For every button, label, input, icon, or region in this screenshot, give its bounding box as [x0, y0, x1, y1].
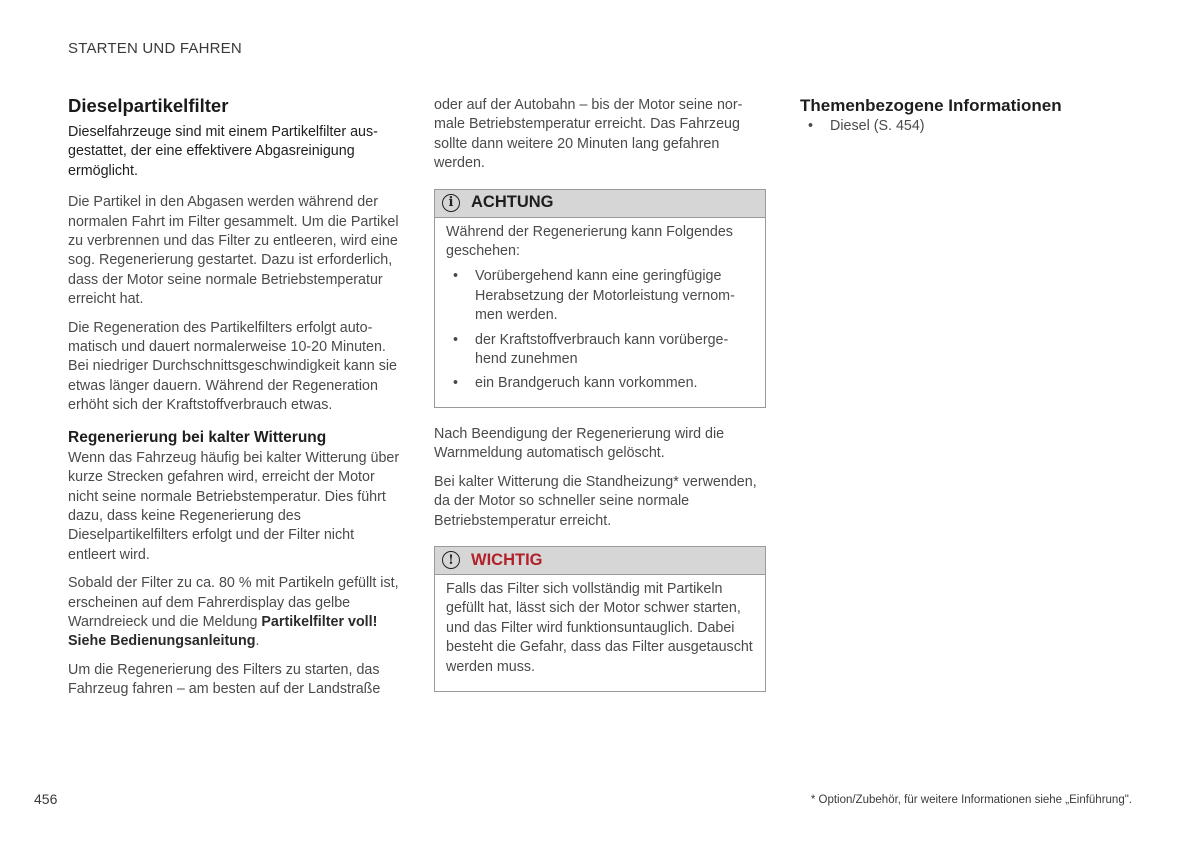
- list-item: [446, 267, 753, 325]
- list-item-text: ein Brandgeruch kann vorkommen.: [475, 375, 698, 392]
- wichtig-text: Falls das Filter sich vollständig mit Partikeln gefüllt hat, lässt sich der Motor schwer starten, und das Filter wird funktionsuntauglich. Dabei besteht die Gefahr, dass das Filter ausgetauscht werden muss.: [446, 580, 753, 675]
- achtung-box: [434, 189, 766, 408]
- list-item: [446, 374, 753, 393]
- wichtig-body: [435, 575, 765, 691]
- list-item-text: der Kraftstoffverbrauch kann vorübergehend zunehmen: [475, 331, 729, 368]
- achtung-label: ACHTUNG: [471, 193, 554, 212]
- footnote: * Option/Zubehör, für weitere Informationen siehe „Einführung".: [810, 794, 1132, 806]
- lead-paragraph: Dieselfahrzeuge sind mit einem Partikelfilter ausgestattet, der eine effektivere Abgasreinigung ermöglicht.: [68, 124, 378, 179]
- display-message: Partikelfilter voll! Siehe Bedienungsanleitung: [68, 613, 378, 650]
- wichtig-box: [434, 546, 766, 692]
- achtung-body: [435, 218, 765, 407]
- paragraph-warning-message: [68, 574, 400, 652]
- section-header: STARTEN UND FAHREN: [68, 40, 242, 57]
- bullet-icon: •: [453, 331, 459, 348]
- column-middle: [434, 96, 766, 709]
- paragraph: Die Partikel in den Abgasen werden während der normalen Fahrt im Filter gesammelt. Um die Partikel zu verbrennen und das Filter zu entleeren, wird eine sog. Regenerierung gestartet. Dazu ist erforderlich, dass der Motor seine normale Betriebstemperatur erreicht hat.: [68, 194, 399, 308]
- bullet-icon: •: [453, 268, 459, 285]
- paragraph: Nach Beendigung der Regenerierung wird die Warnmeldung automatisch gelöscht.: [434, 425, 725, 462]
- achtung-intro: Während der Regenerierung kann Folgendes geschehen:: [446, 223, 733, 260]
- subheading: Regenerierung bei kalter Witterung: [68, 428, 327, 446]
- column-left: [68, 95, 400, 709]
- paragraph: oder auf der Autobahn – bis der Motor seine normale Betriebstemperatur erreicht. Das Fahrzeug sollte dann weitere 20 Minuten lang gefahren werden.: [434, 97, 743, 172]
- info-icon: i: [442, 194, 460, 212]
- related-link-diesel[interactable]: [800, 117, 1140, 136]
- paragraph: Bei kalter Witterung die Standheizung* verwenden, da der Motor so schneller seine normale Betriebstemperatur erreicht.: [434, 473, 757, 529]
- list-item-text: Vorübergehend kann eine geringfügige Herabsetzung der Motorleistung vernommen werden.: [475, 268, 735, 324]
- achtung-header: [435, 190, 765, 218]
- wichtig-header: [435, 547, 765, 575]
- page-number: 456: [34, 791, 58, 807]
- text-span: .: [255, 633, 260, 650]
- bullet-icon: •: [808, 118, 814, 134]
- paragraph: Die Regeneration des Partikelfilters erfolgt automatisch und dauert normalerweise 10-20 Minuten. Bei niedriger Durchschnittsgeschwindigkeit kann sie etwas länger dauern. Während der Regeneration erhöht sich der Kraftstoffverbrauch etwas.: [68, 319, 397, 414]
- related-info-title: Themenbezogene Informationen: [800, 96, 1062, 115]
- text-span: Sobald der Filter zu ca. 80 % mit Partikeln gefüllt ist, erscheinen auf dem Fahrerdisplay das gelbe Warndreieck und die Meldung: [68, 575, 399, 630]
- list-item: [446, 331, 753, 370]
- achtung-list: [446, 267, 753, 393]
- exclamation-icon: !: [442, 551, 460, 569]
- page-title: Dieselpartikelfilter: [68, 95, 229, 116]
- paragraph: Um die Regenerierung des Filters zu starten, das Fahrzeug fahren – am besten auf der Landstraße: [68, 661, 381, 698]
- column-right: [800, 95, 1140, 136]
- bullet-icon: •: [453, 375, 459, 392]
- wichtig-label: WICHTIG: [471, 550, 543, 569]
- paragraph: Wenn das Fahrzeug häufig bei kalter Witterung über kurze Strecken gefahren wird, erreicht der Motor nicht seine normale Betriebstemperatur. Dies führt dazu, dass keine Regenerierung des Dieselpartikelfilters erfolgt und der Filter nicht entleert wird.: [68, 449, 400, 563]
- related-link-text[interactable]: Diesel (S. 454): [830, 118, 925, 134]
